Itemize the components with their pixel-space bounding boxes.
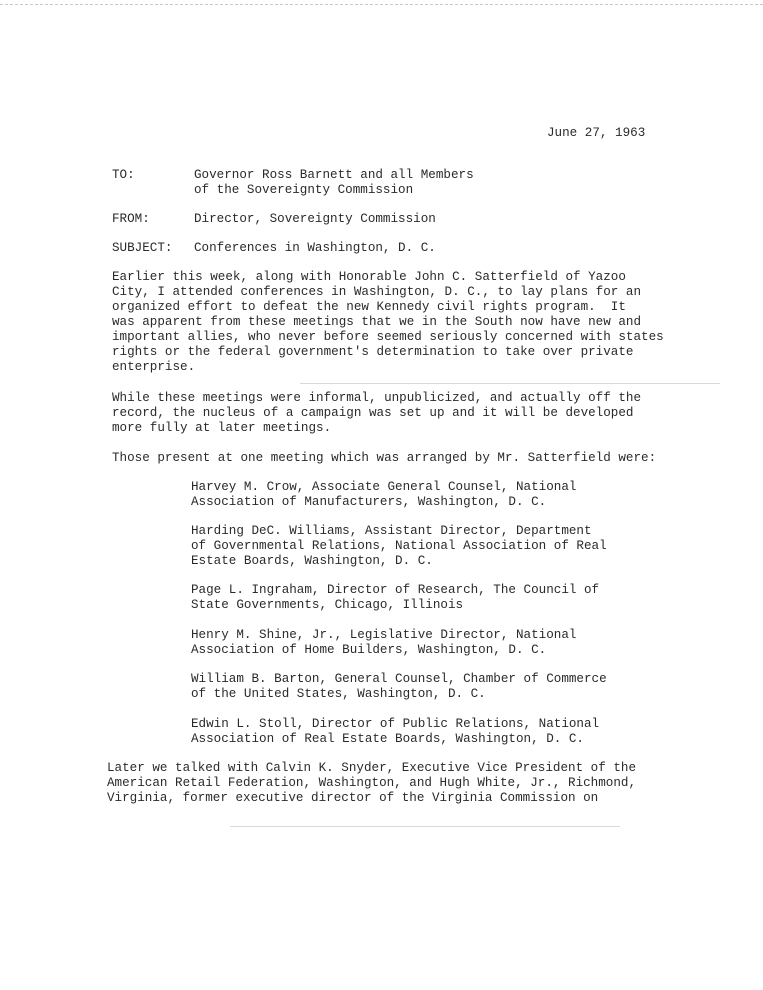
scan-speckle: [300, 383, 720, 384]
attendee-line: Harding DeC. Williams, Assistant Director, Department: [191, 524, 592, 538]
attendee-line: Page L. Ingraham, Director of Research, The Council of: [191, 583, 600, 597]
to-line: Governor Ross Barnett and all Members: [194, 168, 474, 182]
attendee-line: Edwin L. Stoll, Director of Public Relations, National: [191, 717, 600, 731]
paragraph-line: record, the nucleus of a campaign was set up and it will be developed: [112, 406, 634, 420]
paragraph-line: Virginia, former executive director of the Virginia Commission on: [107, 791, 599, 805]
attendee-line: State Governments, Chicago, Illinois: [191, 598, 464, 612]
attendee-line: Harvey M. Crow, Associate General Counsel, National: [191, 480, 577, 494]
attendee-line: Association of Home Builders, Washington, D. C.: [191, 643, 547, 657]
paragraph-line: organized effort to defeat the new Kennedy civil rights program. It: [112, 300, 626, 314]
from-label: FROM:: [112, 212, 150, 226]
attendee-line: of the United States, Washington, D. C.: [191, 687, 486, 701]
from-line: Director, Sovereignty Commission: [194, 212, 436, 226]
to-label: TO:: [112, 168, 135, 182]
paragraph-line: was apparent from these meetings that we in the South now have new and: [112, 315, 642, 329]
paragraph-line: American Retail Federation, Washington, and Hugh White, Jr., Richmond,: [107, 776, 637, 790]
attendee-line: William B. Barton, General Counsel, Chamber of Commerce: [191, 672, 607, 686]
paragraph-line: Earlier this week, along with Honorable John C. Satterfield of Yazoo: [112, 270, 626, 284]
subject-label: SUBJECT:: [112, 241, 173, 255]
to-line: of the Sovereignty Commission: [194, 183, 414, 197]
attendee-line: Association of Real Estate Boards, Washington, D. C.: [191, 732, 584, 746]
paragraph-line: important allies, who never before seemed seriously concerned with states: [112, 330, 664, 344]
scan-speckle: [230, 826, 620, 827]
paragraph-line: enterprise.: [112, 360, 196, 374]
attendee-line: of Governmental Relations, National Association of Real: [191, 539, 607, 553]
subject-line: Conferences in Washington, D. C.: [194, 241, 436, 255]
memo-date: June 27, 1963: [547, 126, 646, 140]
paragraph-line: Those present at one meeting which was arranged by Mr. Satterfield were:: [112, 451, 657, 465]
paragraph-line: Later we talked with Calvin K. Snyder, Executive Vice President of the: [107, 761, 637, 775]
attendee-line: Estate Boards, Washington, D. C.: [191, 554, 433, 568]
paragraph-line: more fully at later meetings.: [112, 421, 332, 435]
paragraph-line: rights or the federal government's determination to take over private: [112, 345, 634, 359]
paragraph-line: City, I attended conferences in Washington, D. C., to lay plans for an: [112, 285, 642, 299]
attendee-line: Association of Manufacturers, Washington, D. C.: [191, 495, 547, 509]
paragraph-line: While these meetings were informal, unpublicized, and actually off the: [112, 391, 642, 405]
scan-border: [0, 4, 763, 5]
attendee-line: Henry M. Shine, Jr., Legislative Director, National: [191, 628, 577, 642]
